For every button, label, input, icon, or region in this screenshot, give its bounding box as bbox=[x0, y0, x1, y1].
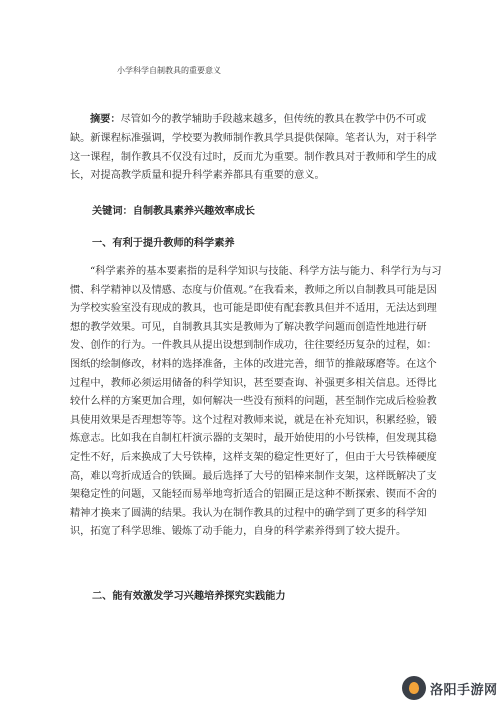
watermark-text: 洛阳手游网 bbox=[430, 682, 498, 698]
abstract-text: 尽管如今的教学辅助手段越来越多，但传统的教具在教学中仍不可或缺。新课程标准强调，学校要为教师制作教具学具提供保障。笔者认为，对于科学这一课程，制作教具不仅没有过时，反而尤为重要。制作教具对于教师和学生的成长，对提高教学质量和提升科学素养都具有重要的意义。 bbox=[70, 114, 437, 182]
document-title: 小学科学自制教具的重要意义 bbox=[117, 66, 221, 75]
keywords-line: 关键词：自制教具素养兴趣效率成长 bbox=[92, 206, 255, 217]
abstract-label: 摘要： bbox=[90, 114, 121, 125]
section1-heading: 一、有利于提升教师的科学素养 bbox=[92, 238, 235, 249]
abstract-paragraph bbox=[70, 111, 442, 186]
fire-mascot-icon bbox=[402, 676, 426, 700]
site-watermark bbox=[402, 675, 498, 701]
section2-heading: 二、能有效激发学习兴趣培养探究实践能力 bbox=[92, 591, 286, 602]
section1-body: “科学素养的基本要素指的是科学知识与技能、科学方法与能力、科学行为与习惯、科学精神以及情感、态度与价值观。”在我看来，教师之所以自制教具可能是因为学校实验室没有现成的教具，也可能是即使有配套教具但并不适用，无法达到理想的教学效果。可见，自制教具其实是教师为了解决教学问题而创造性地进行研发、创作的行为。一件教具从提出设想到制作成功，往往要经历复杂的过程，如：图纸的绘制修改，材料的选择准备，主体的改进完善，细节的推敲琢磨等。在这个过程中，教师必须运用储备的科学知识，甚至要查询、补强更多相关信息。还得比较什么样的方案更加合理，如何解决一些没有预料的问题，甚至制作完成后检验教具使用效果是否理想等等。这个过程对教师来说，就是在补充知识，积累经验，锻炼意志。比如我在自制杠杆演示器的支架时，最开始使用的小号铁棒，但发现其稳定性不好，后来换成了大号铁棒，这样支架的稳定性更好了，但由于大号铁棒硬度高，难以弯折成适合的铁圈。最后选择了大号的铝棒来制作支架，这样既解决了支架稳定性的问题，又能轻而易举地弯折适合的铝圈正是这种不断探索、锲而不舍的精神才换来了圆满的结果。我认为在制作教具的过程中的确学到了更多的科学知识，拓宽了科学思维、锻炼了动手能力，自身的科学素养得到了较大提升。 bbox=[70, 266, 442, 538]
